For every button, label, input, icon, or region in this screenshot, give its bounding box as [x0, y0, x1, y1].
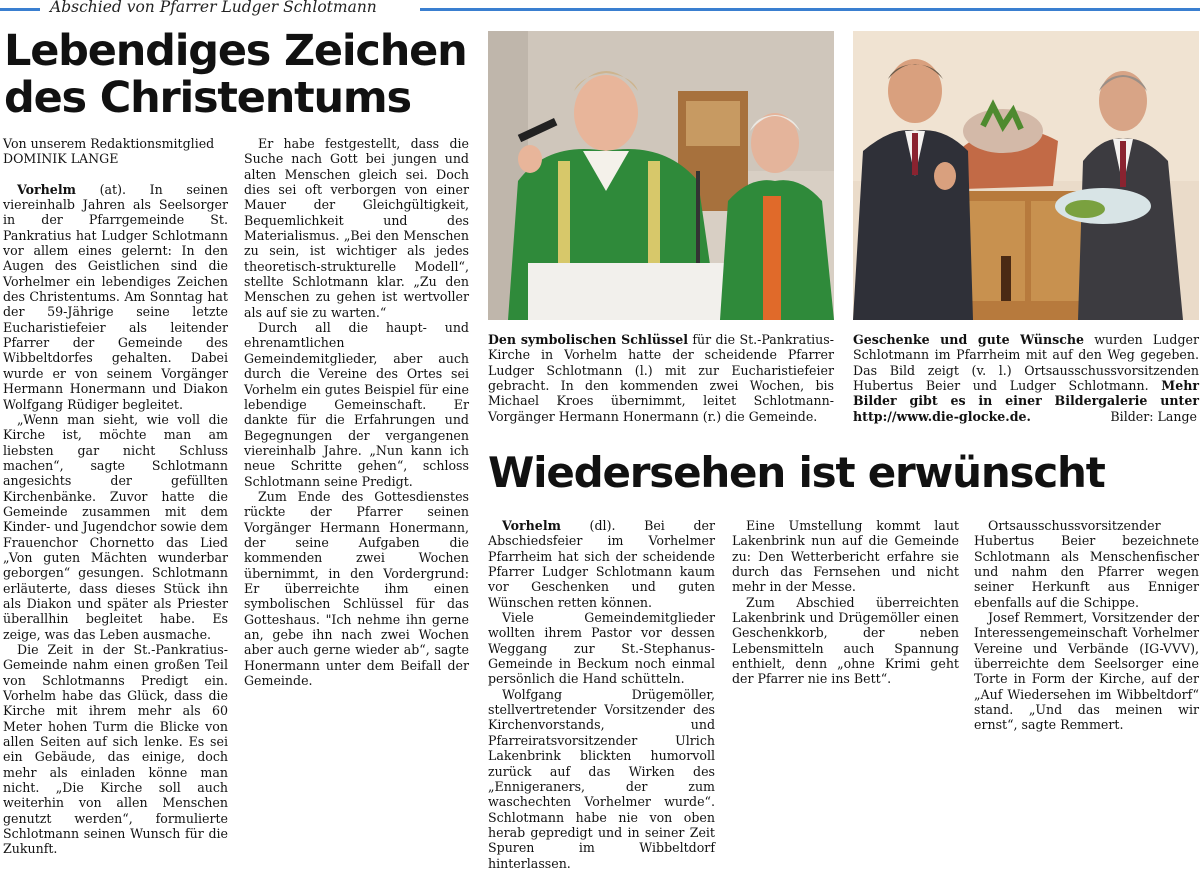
dateline-2: Vorhelm — [502, 518, 561, 533]
photo-gifts-image — [853, 31, 1199, 320]
article1-headline — [4, 28, 467, 122]
article1-paragraph-5: Durch all die haupt- und ehrenamtlichen Gemeindemitglieder, aber auch durch die Vereine des Ortes sei Vorhelm ein gutes Beispiel für eine lebendige Gemeinschaft. Er dankte für die Erfahrungen und Begegnungen der vergangenen viereinhalb Jahre. „Nun kann ich neue Schritte gehen“, schloss Schlotmann seine Predigt. — [244, 320, 469, 489]
photo-eucharist-image — [488, 31, 834, 320]
article2-column-2 — [732, 518, 959, 687]
photo-eucharist — [488, 31, 834, 320]
caption1-lead: Den symbolischen Schlüssel — [488, 332, 689, 347]
kicker-rule-right — [420, 8, 1200, 11]
article2-headline: Wiedersehen ist erwünscht — [488, 448, 1105, 497]
article2-paragraph-2: Viele Gemeindemitglieder wollten ihrem Pastor vor dessen Weggang zur St.-Stephanus-Gemeinde in Beckum noch einmal persönlich die Hand schütteln. — [488, 610, 715, 687]
article1-paragraph-4: Er habe festgestellt, dass die Suche nach Gott bei jungen und alten Menschen gleich sei. Doch dies sei oft verborgen von einer Mauer der Gleichgültigkeit, Bequemlichkeit und des Materialismus. „Bei den Menschen zu sein, ist wichtiger als jedes theoretisch-strukturelle Modell“, stellte Schlotmann klar. „Zu den Menschen zu gehen ist wertvoller als auf sie zu warten.“ — [244, 136, 469, 320]
article2-paragraph-5: Zum Abschied überreichten Lakenbrink und Drügemöller einen Geschenkkorb, der neben Lebensmitteln auch Spannung enthielt, denn „ohne Krimi geht der Pfarrer nie ins Bett“. — [732, 594, 959, 687]
article2-column-1 — [488, 518, 715, 871]
article1-paragraph-6: Zum Ende des Gottesdienstes rückte der Pfarrer seinen Vorgänger Hermann Honermann, der seine Aufgaben die kommenden zwei Wochen übernimmt, in den Vordergrund: Er überreichte ihm einen symbolischen Schlüssel für das Gotteshaus. "Ich nehme ihn gerne an, gebe ihn nach zwei Wochen aber auch gerne wieder ab“, sagte Honermann unter dem Beifall der Gemeinde. — [244, 488, 469, 689]
article1-paragraph-2: „Wenn man sieht, wie voll die Kirche ist, möchte man am liebsten gar nicht Schluss machen“, sagte Schlotmann angesichts der gefüllten Kirchenbänke. Zuvor hatte die Gemeinde zusammen mit dem Kinder- und Jugendchor sowie dem Frauenchor Chornetto das Lied „Von guten Mächten wunderbar geborgen“ gesungen. Schlotmann erläuterte, dass dieses Stück ihn als Diakon und später als Priester überallhin begleitet habe. Es zeige, was das Leben ausmache. — [3, 411, 229, 642]
article2-paragraph-4: Eine Umstellung kommt laut Lakenbrink nun auf die Gemeinde zu: Den Wetterbericht erfahre sie durch das Fernsehen und nicht mehr in der Messe. — [732, 518, 959, 595]
article2-column-3 — [974, 518, 1199, 733]
article2-paragraph-7: Josef Remmert, Vorsitzender der Interessengemeinschaft Vorhelmer Vereine und Verbände (IG-VVV), überreichte dem Seelsorger eine Torte in Form der Kirche, auf der „Auf Wiedersehen im Wibbeltdorf“ stand. „Und das meinen wir ernst“, sagte Remmert. — [974, 610, 1199, 733]
photo-gifts — [853, 31, 1199, 320]
caption-eucharist: Den symbolischen Schlüssel für die St.-Pankratius-Kirche in Vorhelm hatte der scheidende Pfarrer Ludger Schlotmann (l.) mit zur Eucharistiefeier gebracht. In den kommenden zwei Wochen, bis Michael Kroes übernimmt, leitet Schlotmann-Vorgänger Hermann Honermann (r.) die Gemeinde. — [488, 332, 834, 424]
byline-author: DOMINIK LANGE — [3, 151, 119, 167]
headline-line-1: Lebendiges Zeichen — [4, 26, 467, 76]
byline-line-1: Von unserem Redaktionsmitglied — [3, 136, 215, 151]
dateline: Vorhelm — [17, 181, 76, 197]
article2-paragraph-3: Wolfgang Drügemöller, stellvertretender Vorsitzender des Kirchenvorstands, und Pfarreiratsvorsitzender Ulrich Lakenbrink blickten humorvoll zurück auf das Wirken des „Ennigeraners, der zum waschechten Vorhelmer wurde“. Schlotmann habe nie von oben herab gepredigt und in seiner Zeit Spuren im Wibbeltdorf hinterlassen. — [488, 686, 715, 871]
article1-paragraph-1: Vorhelm (at). In seinen viereinhalb Jahren als Seelsorger in der Pfarrgemeinde St. Pankratius hat Ludger Schlotmann vor allem eines gelernt: In den Augen des Geistlichen sind die Vorhelmer ein lebendiges Zeichen des Christentums. Am Sonntag hat der 59-Jährige seine letzte Eucharistiefeier als leitender Pfarrer der Gemeinde des Wibbeltdorfes gehalten. Dabei wurde er von seinem Vorgänger Hermann Honermann und Diakon Wolfgang Rüdiger begleitet. — [3, 181, 228, 412]
article1-column-1 — [3, 136, 228, 857]
gallery-link-text: Mehr Bilder gibt es in einer Bildergalerie unter http://www.die-glocke.de. — [853, 378, 1199, 424]
kicker-rule-left — [0, 8, 40, 11]
byline — [3, 136, 228, 167]
article1-paragraph-3: Die Zeit in der St.-Pankratius-Gemeinde nahm einen großen Teil von Schlotmanns Predigt ein. Vorhelm habe das Glück, dass die Kirche mit ihrem mehr als 60 Meter hohen Turm die Blicke von allen Seiten auf sich lenke. Es sei ein Gebäude, das einige, doch mehr als einladen könne man nicht. „Die Kirche soll auch weiterhin von allen Menschen genutzt werden“, formulierte Schlotmann seinen Wunsch für die Zukunft. — [3, 642, 228, 857]
photo-credit: Bilder: Lange — [1110, 409, 1197, 424]
article2-paragraph-1: Vorhelm (dl). Bei der Abschiedsfeier im Vorhelmer Pfarrheim hat sich der scheidende Pfarrer Ludger Schlotmann kaum vor Geschenken und guten Wünschen retten können. — [488, 518, 715, 610]
section-kicker: Abschied von Pfarrer Ludger Schlotmann — [44, 0, 383, 16]
caption-gifts: Geschenke und gute Wünsche wurden Ludger Schlotmann im Pfarrheim mit auf den Weg gegeben. Das Bild zeigt (v. l.) Ortsausschussvorsitzenden Hubertus Beier und Ludger Schlotmann. Mehr Bilder gibt es in einer Bildergalerie unter http://www.die-glocke.de. — [853, 332, 1199, 424]
caption2-lead: Geschenke und gute Wünsche — [853, 332, 1085, 347]
headline-line-2: des Christentums — [4, 73, 411, 123]
article2-paragraph-6: Ortsausschussvorsitzender Hubertus Beier bezeichnete Schlotmann als Menschenfischer und nahm den Pfarrer wegen seiner Herkunft aus Enniger ebenfalls auf die Schippe. — [974, 518, 1199, 610]
article1-column-2 — [244, 136, 469, 688]
